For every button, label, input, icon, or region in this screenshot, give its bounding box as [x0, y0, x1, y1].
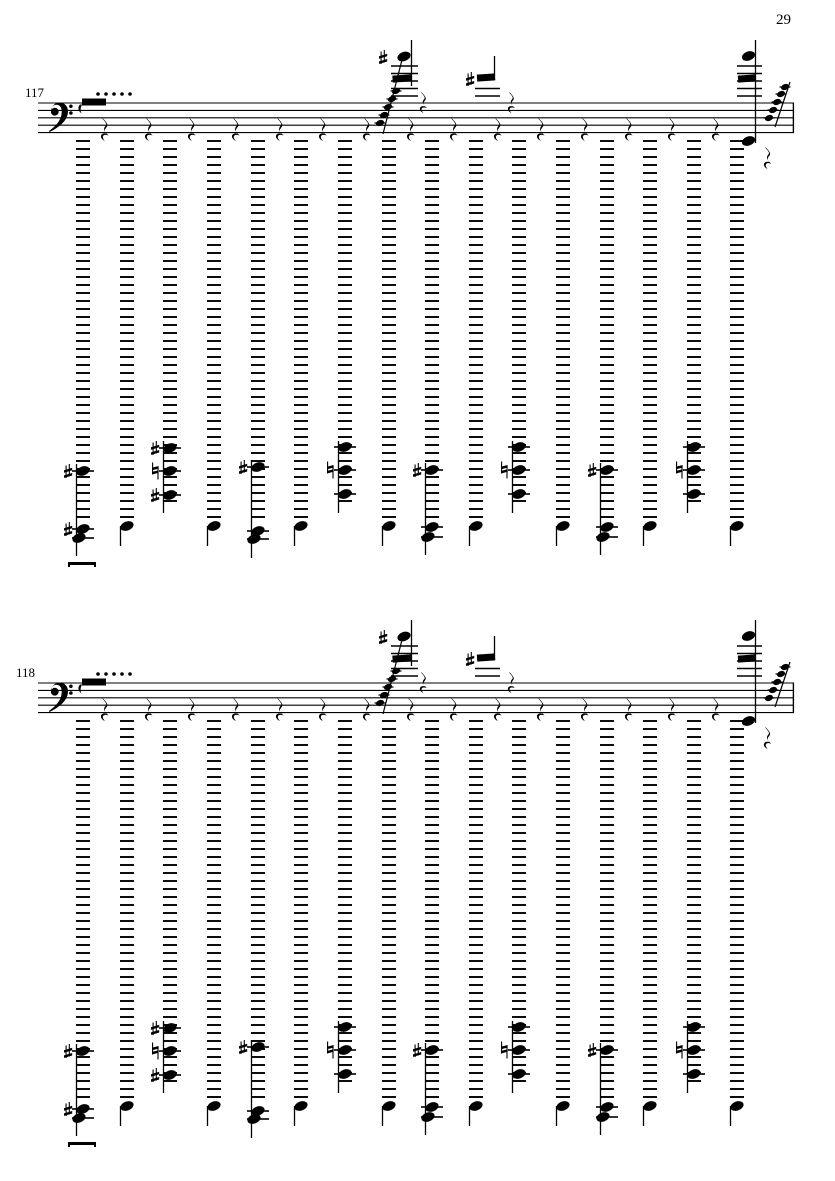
quarter-rest [232, 118, 240, 141]
ledger-column-chord [151, 140, 181, 513]
quarter-rest [407, 698, 415, 721]
ledger-column-single-note [293, 140, 309, 546]
quarter-rest [764, 147, 771, 169]
sharp-icon [588, 1043, 596, 1057]
ledger-column-single-note [206, 140, 222, 546]
ledger-column-single-note [206, 720, 222, 1126]
high-chord [466, 636, 500, 676]
quarter-rest [145, 118, 153, 141]
sharp-icon [151, 488, 159, 502]
sharp-icon [64, 464, 72, 478]
quarter-rest [712, 118, 720, 141]
natural-icon [501, 462, 508, 479]
ledger-column-chord [64, 140, 96, 567]
ledger-column-single-note [642, 720, 658, 1126]
natural-icon [327, 462, 334, 479]
ledger-column-single-note [381, 720, 397, 1126]
ledger-column-single-note [555, 720, 571, 1126]
quarter-rest [712, 698, 720, 721]
natural-icon [152, 1043, 159, 1060]
quarter-rest [407, 118, 415, 141]
ledger-column-single-note [293, 720, 309, 1126]
quarter-rest [668, 118, 676, 141]
quarter-rest [232, 698, 240, 721]
staff-system-118 [38, 620, 794, 1147]
quarter-rest [668, 698, 676, 721]
ledger-column-chord [676, 720, 705, 1093]
sharp-icon [379, 50, 387, 64]
ledger-column-single-note [555, 140, 571, 546]
ledger-column-chord [676, 140, 705, 513]
grace-note-run [764, 662, 791, 707]
bass-clef-icon [49, 103, 73, 132]
high-chord [737, 620, 762, 728]
sharp-icon [588, 463, 596, 477]
grace-note-run [375, 632, 405, 714]
natural-icon [327, 1042, 334, 1059]
sharp-icon [379, 630, 387, 644]
quarter-rest [188, 698, 196, 721]
sharp-icon [466, 652, 474, 666]
quarter-rest [581, 118, 589, 141]
ledger-column-chord [501, 720, 530, 1093]
ledger-column-chord [151, 720, 181, 1093]
quarter-rest [319, 118, 327, 141]
measure-number-2: 118 [16, 665, 36, 680]
high-chord [379, 40, 418, 96]
quarter-rest [101, 698, 109, 721]
quarter-rest [363, 118, 371, 141]
quarter-rest [581, 698, 589, 721]
sharp-icon [239, 1040, 247, 1054]
ledger-column-single-note [729, 140, 745, 546]
natural-icon [501, 1042, 508, 1059]
quarter-rest [537, 118, 545, 141]
quarter-rest [764, 727, 771, 749]
natural-icon [676, 462, 683, 479]
sharp-icon [64, 1102, 72, 1116]
quarter-rest [625, 698, 633, 721]
quarter-rest [494, 118, 502, 141]
grace-note-run [764, 82, 791, 127]
sharp-icon [151, 1068, 159, 1082]
ledger-column-chord [501, 140, 530, 513]
page-number: 29 [776, 12, 791, 28]
quarter-rest [363, 698, 371, 721]
sharp-icon [413, 463, 421, 477]
ledger-column-single-note [729, 720, 745, 1126]
sharp-icon [151, 441, 159, 455]
quarter-rest [101, 118, 109, 141]
ledger-column-chord [588, 720, 618, 1135]
high-chord [737, 40, 762, 148]
ledger-column-chord [588, 140, 618, 555]
high-chord [379, 620, 418, 676]
ledger-column-single-note [381, 140, 397, 546]
quarter-rest [625, 118, 633, 141]
quarter-rest [450, 118, 458, 141]
bass-clef-icon [49, 683, 73, 712]
staff-system-117 [38, 40, 794, 567]
natural-icon [676, 1042, 683, 1059]
ledger-column-chord [239, 140, 269, 558]
ledger-column-chord [327, 720, 356, 1093]
ledger-column-single-note [468, 720, 484, 1126]
quarter-rest [494, 698, 502, 721]
sharp-icon [466, 72, 474, 86]
sharp-icon [239, 460, 247, 474]
ledger-column-single-note [119, 720, 135, 1126]
ledger-column-chord [327, 140, 356, 513]
quarter-rest [537, 698, 545, 721]
ledger-column-chord [413, 140, 443, 555]
quarter-rest [145, 698, 153, 721]
natural-icon [152, 463, 159, 480]
ledger-column-chord [239, 720, 269, 1138]
quarter-rest [319, 698, 327, 721]
quarter-rest [188, 118, 196, 141]
ledger-column-single-note [119, 140, 135, 546]
sharp-icon [413, 1043, 421, 1057]
grace-note-run [375, 52, 405, 134]
measure-number-1: 117 [25, 85, 45, 100]
ledger-column-chord [64, 720, 96, 1147]
ledger-column-single-note [468, 140, 484, 546]
sharp-icon [64, 1044, 72, 1058]
high-chord [466, 56, 500, 96]
quarter-rest [450, 698, 458, 721]
quarter-rest [276, 698, 284, 721]
sharp-icon [64, 522, 72, 536]
sharp-icon [151, 1021, 159, 1035]
quarter-rest [276, 118, 284, 141]
ledger-column-chord [413, 720, 443, 1135]
ledger-column-single-note [642, 140, 658, 546]
